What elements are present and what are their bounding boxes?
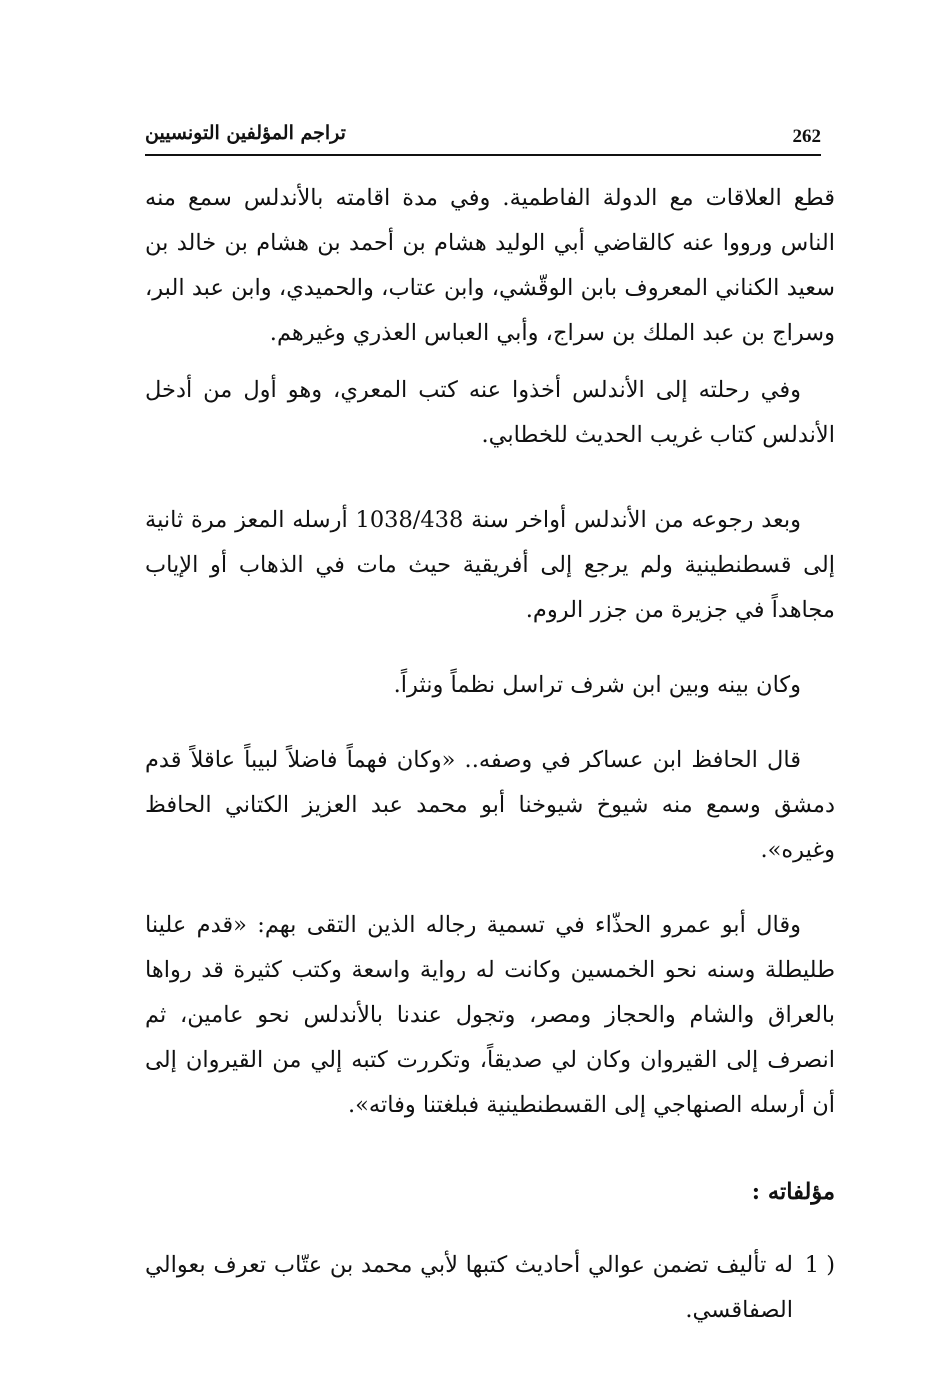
- running-title: تراجم المؤلفين التونسيين: [145, 122, 346, 144]
- paragraph-2: وفي رحلته إلى الأندلس أخذوا عنه كتب المعري، وهو أول من أدخل الأندلس كتاب غريب الحديث للخطابي.: [145, 377, 835, 448]
- paragraph-1: قطع العلاقات مع الدولة الفاطمية. وفي مدة اقامته بالأندلس سمع منه الناس ورووا عنه كالقاضي أبي الوليد هشام بن أحمد بن هشام بن خالد بن سعيد الكناني المعروف بابن الوقّشي، وابن عتاب، والحميدي، وابن عبد البر، وسراج بن عبد الملك بن سراج، وأبي العباس العذري وغيرهم.: [145, 185, 835, 346]
- paragraph-4: وكان بينه وبين ابن شرف تراسل نظماً ونثراً.: [393, 672, 801, 698]
- paragraph-6: وقال أبو عمرو الحذّاء في تسمية رجاله الذين التقى بهم: «قدم علينا طليطلة وسنه نحو الخمسين وكانت له رواية واسعة وكتب كثيرة قد رواها بالعراق والشام والحجاز ومصر، وتجول عندنا بالأندلس نحو عامين، ثم انصرف إلى القيروان وكان لي صديقاً، وتكررت كتبه إلي من القيروان إلى أن أرسله الصنهاجي إلى القسطنطينية فبلغتنا وفاته».: [145, 912, 835, 1118]
- works-heading: مؤلفاته :: [751, 1179, 835, 1205]
- page-header: [145, 118, 821, 156]
- works-list-item: [145, 1243, 835, 1333]
- page-number: 262: [792, 126, 821, 147]
- page-body: [145, 176, 835, 1333]
- paragraph-5: قال الحافظ ابن عساكر في وصفه.. «وكان فهماً فاضلاً لبيباً عاقلاً قدم دمشق وسمع منه شيوخ شيوخنا أبو محمد عبد العزيز الكتاني الحافظ وغيره».: [145, 747, 835, 863]
- list-item-text: له تأليف تضمن عوالي أحاديث كتبها لأبي محمد بن عتّاب تعرف بعوالي الصفاقسي.: [145, 1252, 793, 1323]
- paragraph-3: وبعد رجوعه من الأندلس أواخر سنة 1038/438 أرسله المعز مرة ثانية إلى قسطنطينية ولم يرجع إلى أفريقية حيث مات في الذهاب أو الإياب مجاهداً في جزيرة من جزر الروم.: [145, 507, 835, 623]
- list-item-number: 1 ): [804, 1252, 835, 1278]
